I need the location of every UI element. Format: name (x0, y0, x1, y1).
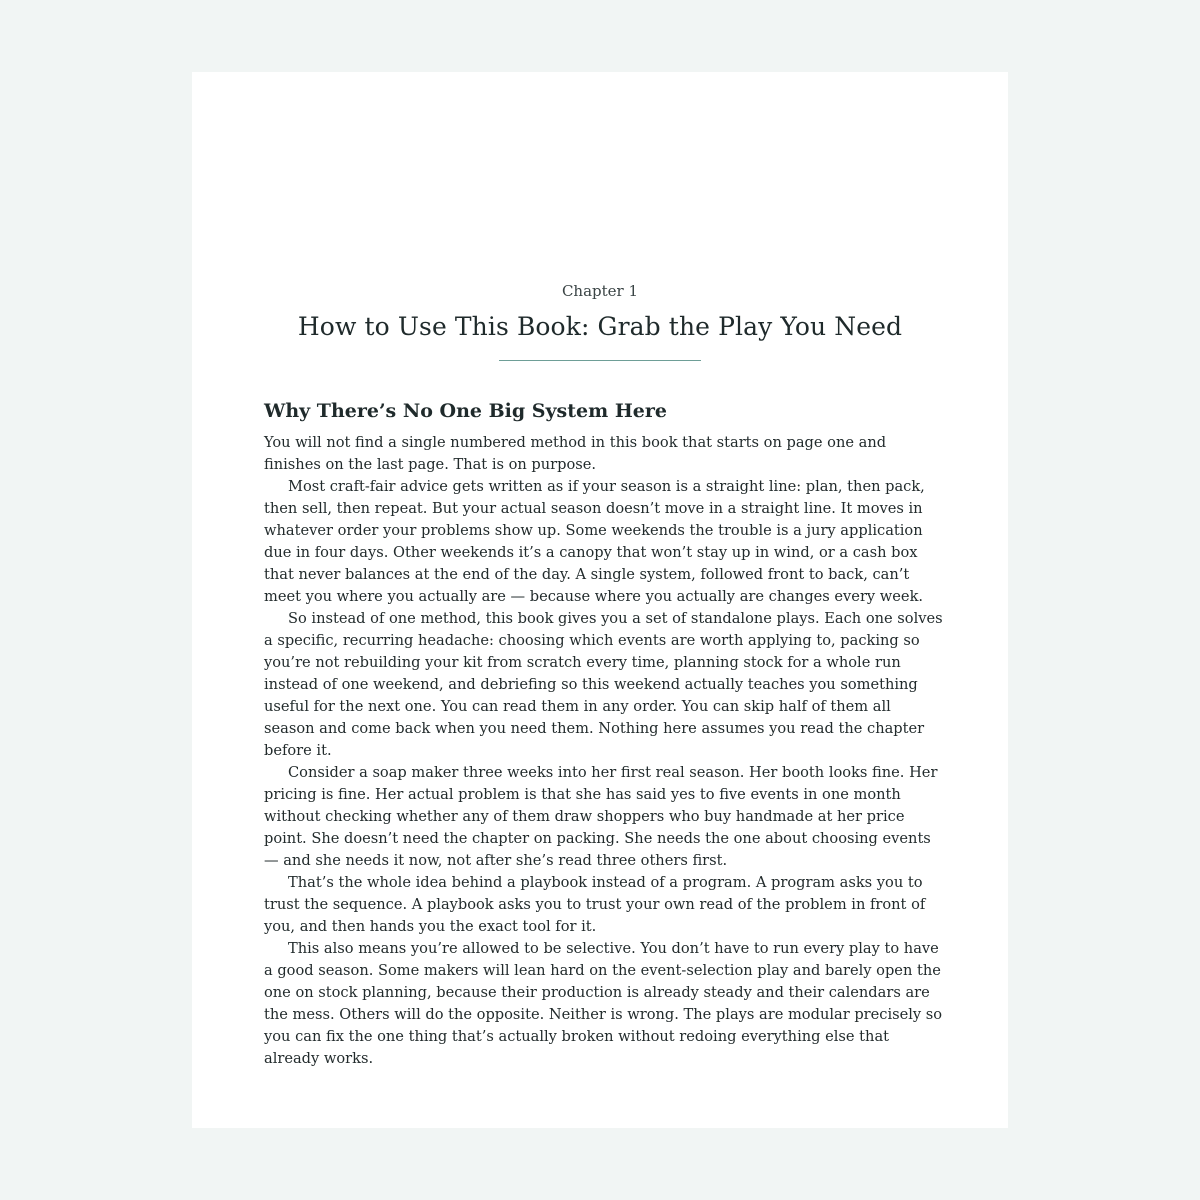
chapter-label: Chapter 1 (561, 282, 639, 300)
paragraph: So instead of one method, this book gives you a set of standalone plays. Each one solves a specific, recurring headache: choosing which events are worth applying to, packing so you’re not rebuilding your kit from scratch every time, planning stock for a whole run instead of one weekend, and debriefing so this weekend actually teaches you something useful for the next one. You can read them in any order. You can skip half of them all season and come back when you need them. Nothing here assumes you read the chapter before it. (264, 610, 943, 759)
book-page (192, 72, 1008, 1128)
paragraph: You will not find a single numbered method in this book that starts on page one and finishes on the last page. That is on purpose. (264, 434, 887, 473)
chapter-body (264, 396, 944, 1070)
paragraph: This also means you’re allowed to be selective. You don’t have to run every play to have a good season. Some makers will lean hard on the event-selection play and barely open the one on stock planning, because their production is already steady and their calendars are the mess. Others will do the opposite. Neither is wrong. The plays are modular precisely so you can fix the one thing that’s actually broken without redoing everything else that already works. (264, 940, 943, 1067)
paragraph: That’s the whole idea behind a playbook instead of a program. A program asks you to trust the sequence. A playbook asks you to trust your own read of the problem in front of you, and then hands you the exact tool for it. (264, 874, 926, 935)
paragraph: Consider a soap maker three weeks into her first real season. Her booth looks fine. Her pricing is fine. Her actual problem is that she has said yes to five events in one month without checking whether any of them draw shoppers who buy handmade at her price point. She doesn’t need the chapter on packing. She needs the one about choosing events — and she needs it now, not after she’s read three others first. (264, 764, 938, 869)
title-divider (499, 360, 701, 361)
chapter-title: How to Use This Book: Grab the Play You Need (297, 312, 903, 341)
paragraph: Most craft-fair advice gets written as if your season is a straight line: plan, then pack, then sell, then repeat. But your actual season doesn’t move in a straight line. It moves in whatever order your problems show up. Some weekends the trouble is a jury application due in four days. Other weekends it’s a canopy that won’t stay up in wind, or a cash box that never balances at the end of the day. A single system, followed front to back, can’t meet you where you actually are — because where you actually are changes every week. (264, 478, 925, 605)
section-heading: Why There’s No One Big System Here (264, 400, 667, 422)
